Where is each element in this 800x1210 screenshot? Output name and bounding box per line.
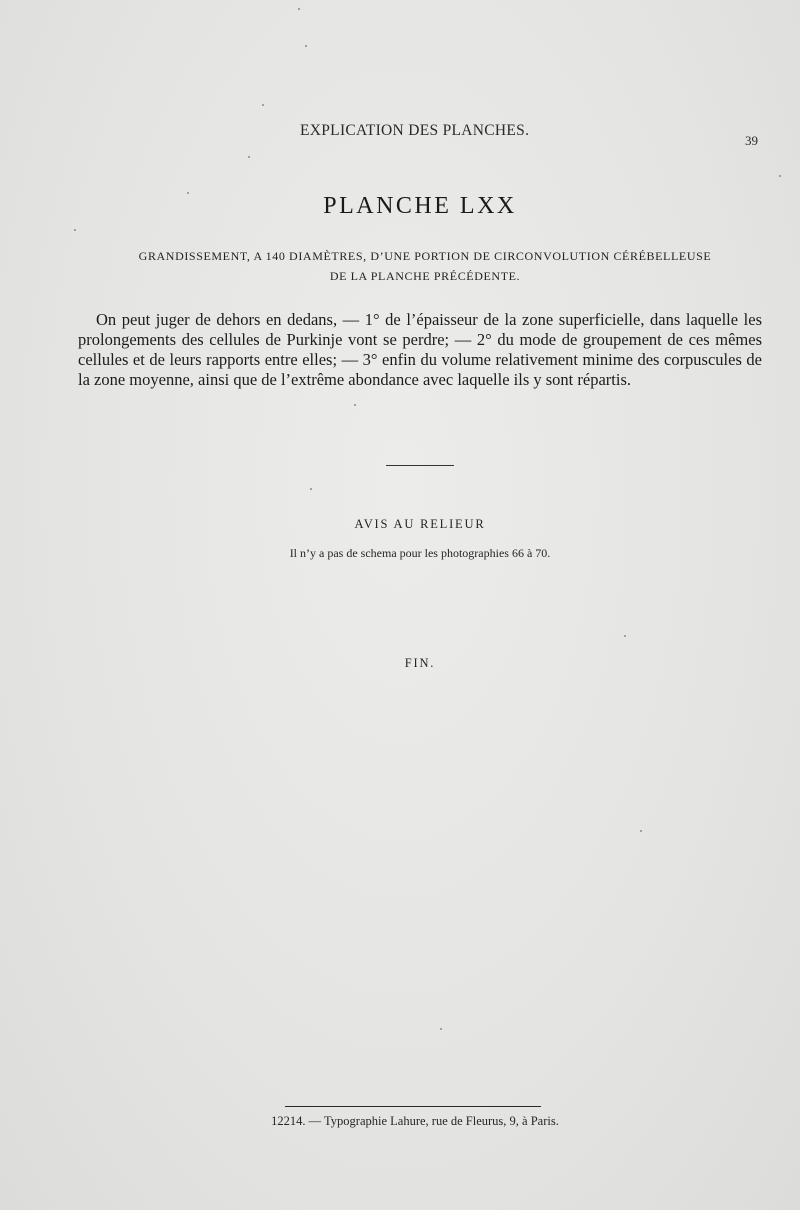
- plate-subtitle-line-1: GRANDISSEMENT, A 140 DIAMÈTRES, D’UNE PORTION DE CIRCONVOLUTION CÉRÉBELLEUSE: [138, 249, 712, 263]
- plate-subtitle-line-2: DE LA PLANCHE PRÉCÉDENTE.: [329, 269, 521, 283]
- description-paragraph: On peut juger de dehors en dedans, — 1° de l’épaisseur de la zone superficielle, dans laquelle les prolongements des cellules de Purkinje vont se perdre; — 2° du mode de groupement de ces mêmes cellules et de leurs rapports entre elles; — 3° enfin du volume relativement minime des corpuscules de la zone moyenne, ainsi que de l’extrême abondance avec laquelle ils y sont répartis.: [78, 310, 762, 389]
- plate-description: [78, 310, 762, 390]
- page-number: 39: [745, 133, 758, 148]
- printer-imprint: 12214. — Typographie Lahure, rue de Fleurus, 9, à Paris.: [271, 1114, 559, 1128]
- end-mark: FIN.: [404, 656, 436, 670]
- plate-title: PLANCHE LXX: [323, 193, 517, 219]
- notice-text: Il n’y a pas de schema pour les photographies 66 à 70.: [289, 546, 551, 560]
- imprint-rule: [285, 1106, 541, 1107]
- section-divider: [386, 465, 454, 466]
- notice-title: AVIS AU RELIEUR: [354, 517, 486, 531]
- running-title: EXPLICATION DES PLANCHES.: [300, 122, 530, 139]
